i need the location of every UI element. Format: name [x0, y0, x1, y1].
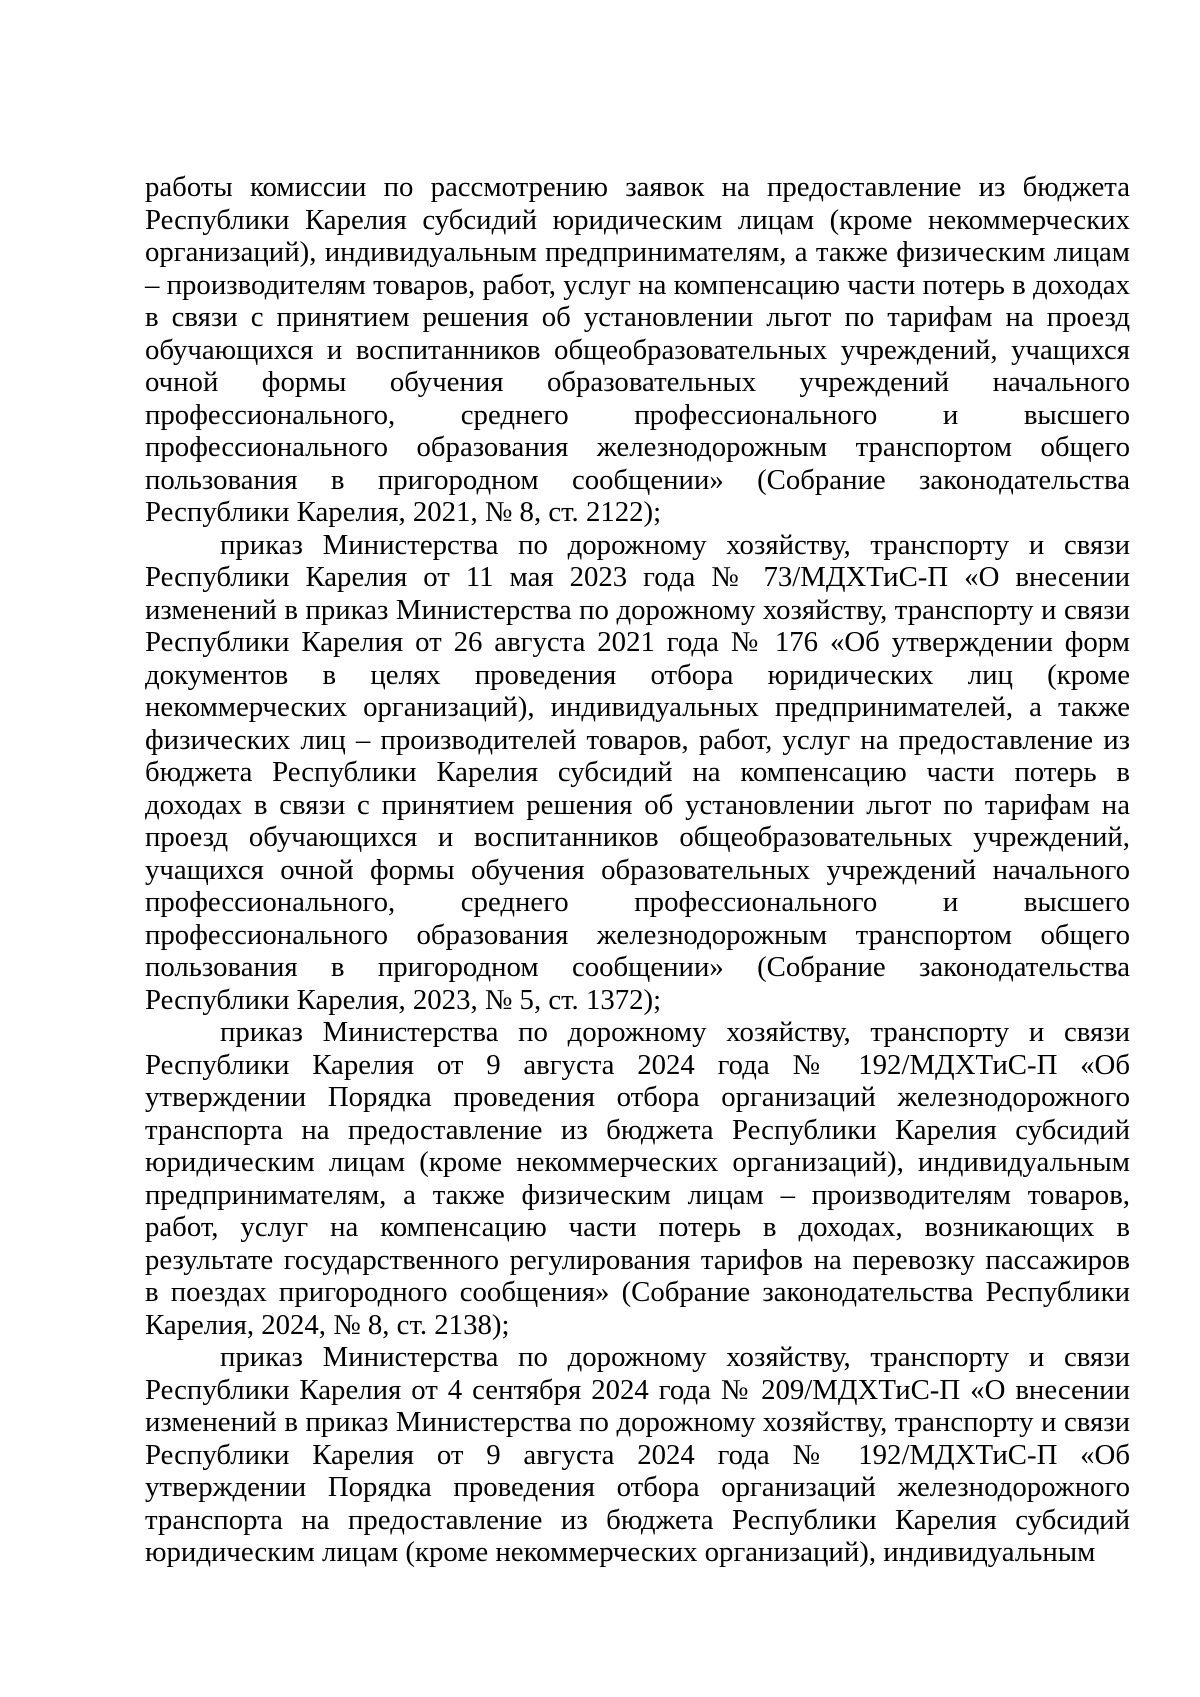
document-body: [145, 171, 1130, 1569]
paragraph-order-73: приказ Министерства по дорожному хозяйству, транспорту и связи Республики Карелия от 11 мая 2023 года № 73/МДХТиС-П «О внесении изменений в приказ Министерства по дорожному хозяйству, транспорту и связи Республики Карелия от 26 августа 2021 года № 176 «Об утверждении форм документов в целях проведения отбора юридических лиц (кроме некоммерческих организаций), индивидуальных предпринимателей, а также физических лиц – производителей товаров, работ, услуг на предоставление из бюджета Республики Карелия субсидий на компенсацию части потерь в доходах в связи с принятием решения об установлении льгот по тарифам на проезд обучающихся и воспитанников общеобразовательных учреждений, учащихся очной формы обучения образовательных учреждений начального профессионального, среднего профессионального и высшего профессионального образования железнодорожным транспортом общего пользования в пригородном сообщении» (Собрание законодательства Республики Карелия, 2023, № 5, ст. 1372);: [145, 528, 1130, 1016]
paragraph-continuation: работы комиссии по рассмотрению заявок на предоставление из бюджета Республики Карелия субсидий юридическим лицам (кроме некоммерческих организаций), индивидуальным предпринимателям, а также физическим лицам – производителям товаров, работ, услуг на компенсацию части потерь в доходах в связи с принятием решения об установлении льгот по тарифам на проезд обучающихся и воспитанников общеобразовательных учреждений, учащихся очной формы обучения образовательных учреждений начального профессионального, среднего профессионального и высшего профессионального образования железнодорожным транспортом общего пользования в пригородном сообщении» (Собрание законодательства Республики Карелия, 2021, № 8, ст. 2122);: [145, 171, 1130, 528]
paragraph-order-192: приказ Министерства по дорожному хозяйству, транспорту и связи Республики Карелия от 9 августа 2024 года № 192/МДХТиС-П «Об утверждении Порядка проведения отбора организаций железнодорожного транспорта на предоставление из бюджета Республики Карелия субсидий юридическим лицам (кроме некоммерческих организаций), индивидуальным предпринимателям, а также физическим лицам – производителям товаров, работ, услуг на компенсацию части потерь в доходах, возникающих в результате государственного регулирования тарифов на перевозку пассажиров в поездах пригородного сообщения» (Собрание законодательства Республики Карелия, 2024, № 8, ст. 2138);: [145, 1016, 1130, 1341]
paragraph-order-209: приказ Министерства по дорожному хозяйству, транспорту и связи Республики Карелия от 4 сентября 2024 года № 209/МДХТиС-П «О внесении изменений в приказ Министерства по дорожному хозяйству, транспорту и связи Республики Карелия от 9 августа 2024 года № 192/МДХТиС-П «Об утверждении Порядка проведения отбора организаций железнодорожного транспорта на предоставление из бюджета Республики Карелия субсидий юридическим лицам (кроме некоммерческих организаций), индивидуальным: [145, 1341, 1130, 1568]
